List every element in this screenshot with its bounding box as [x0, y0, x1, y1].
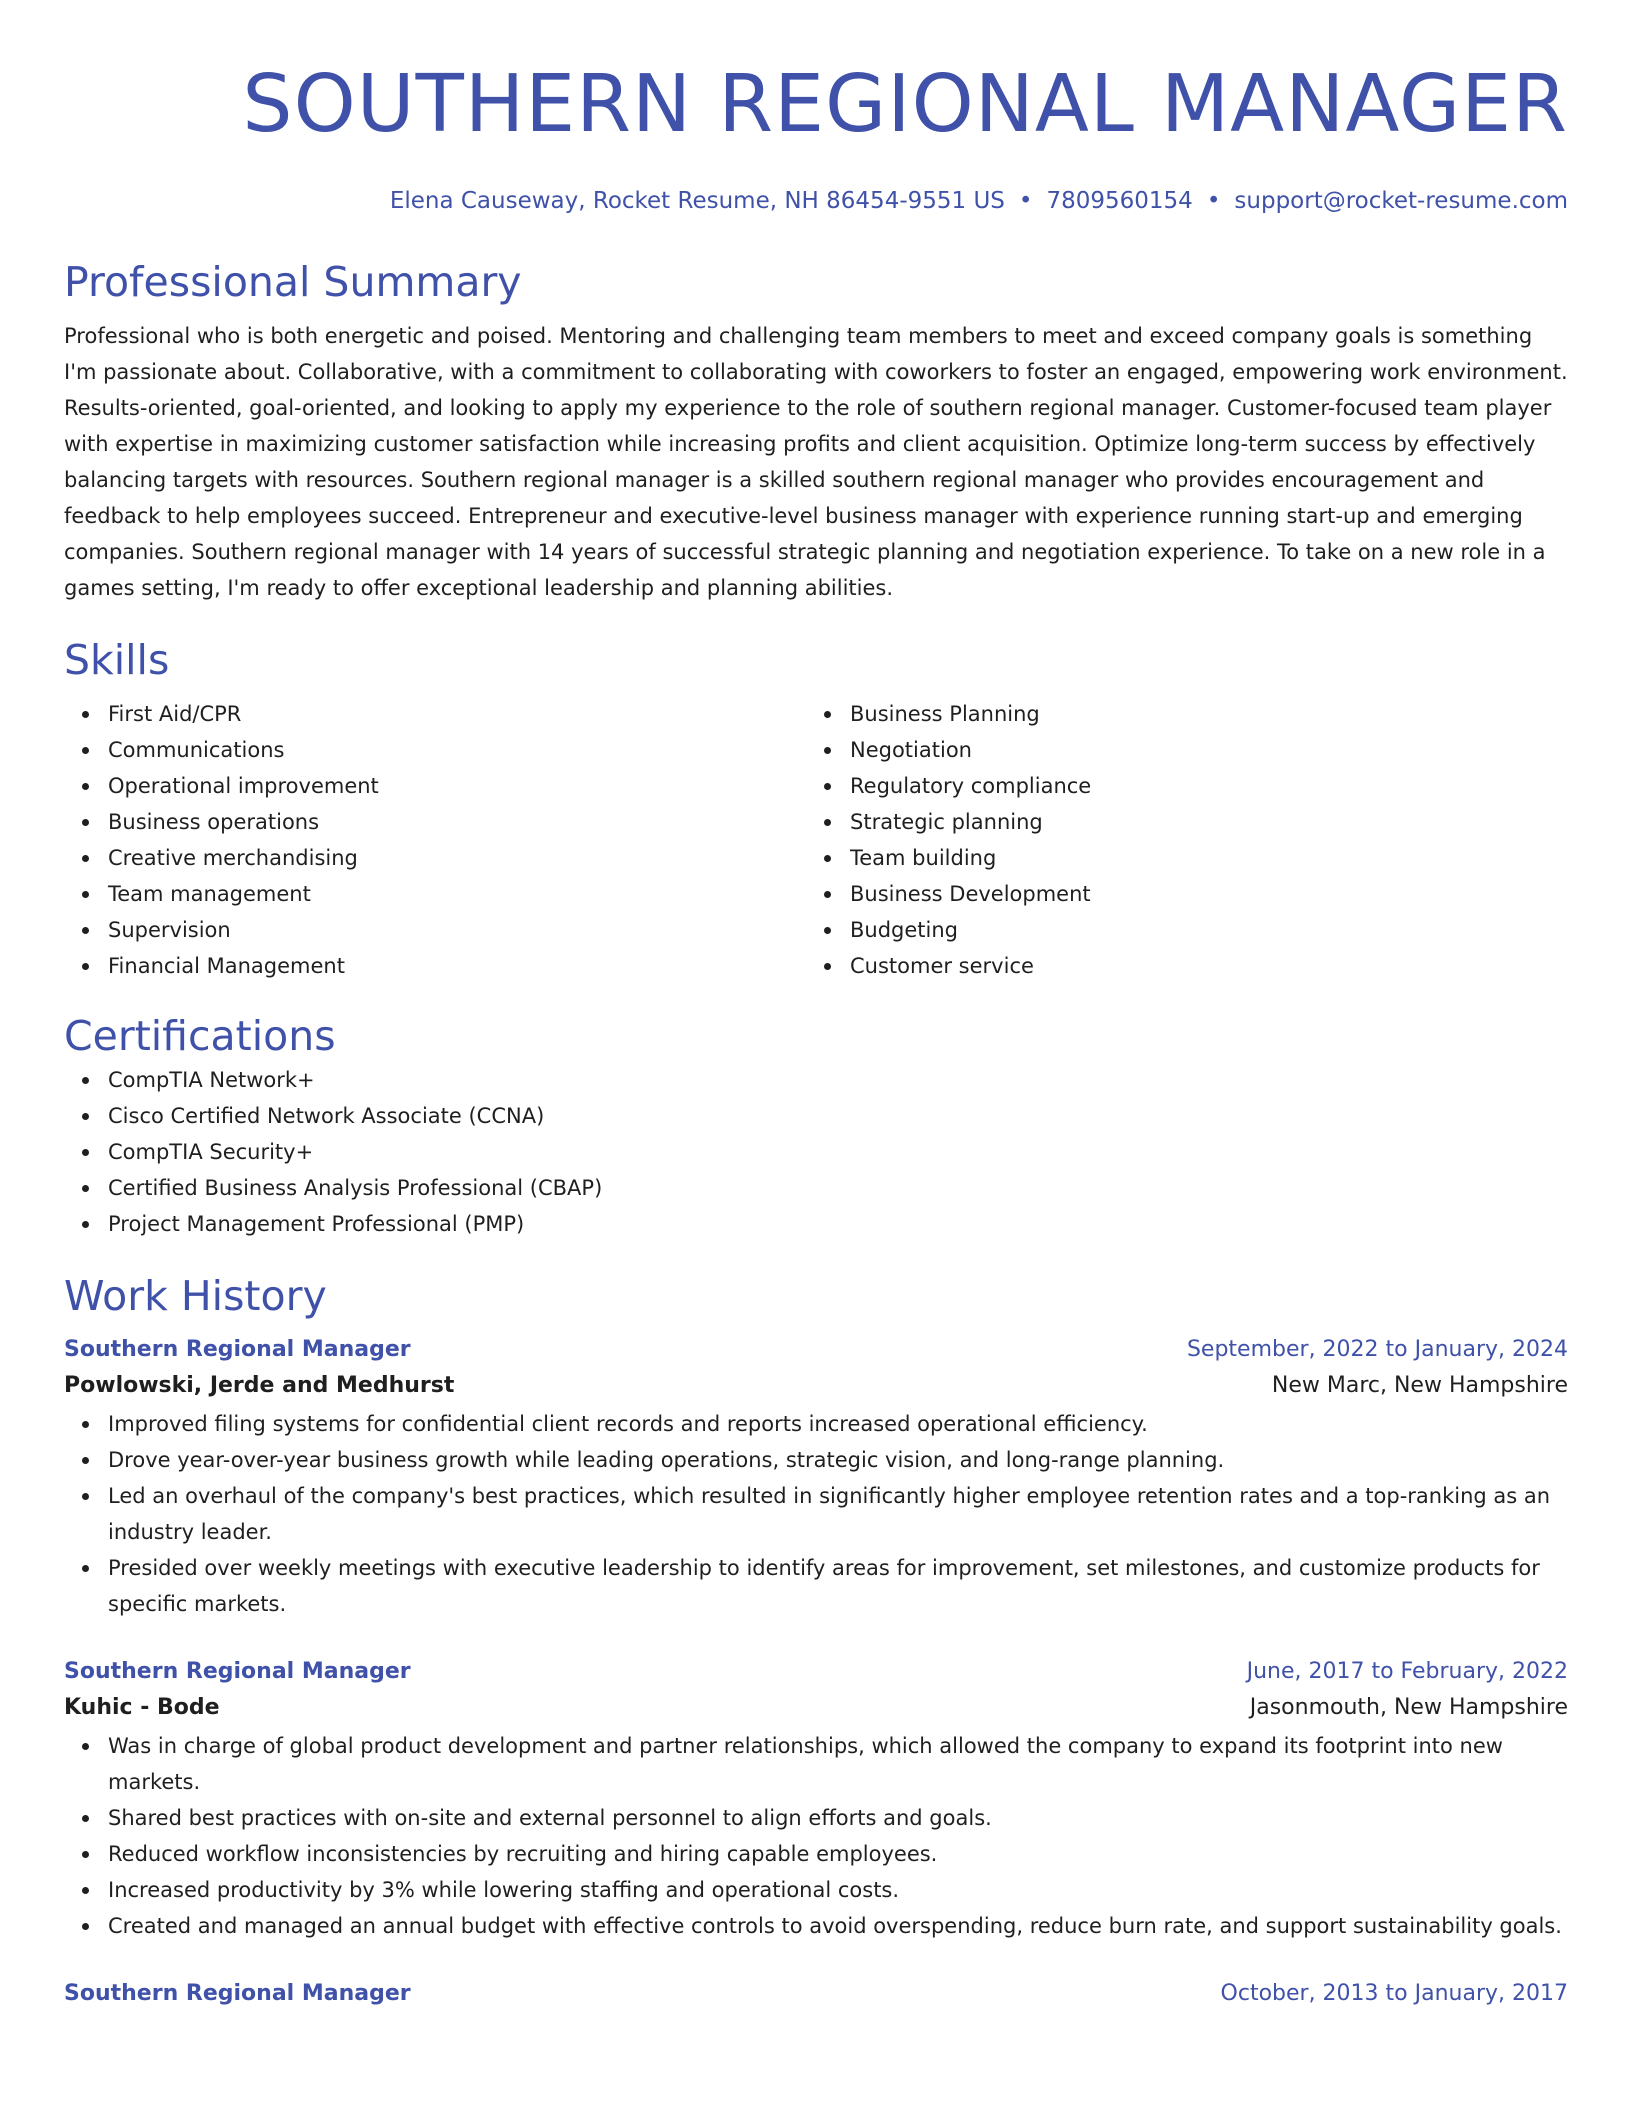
skill-item: Negotiation	[850, 732, 1548, 768]
skill-item: Financial Management	[108, 948, 806, 984]
resume-title: SOUTHERN REGIONAL MANAGER	[242, 58, 1568, 150]
summary-text: Professional who is both energetic and poised. Mentoring and challenging team members to meet and exceed company goals is something I'm passionate about. Collaborative, with a commitment to collaborating with coworkers to foster an engaged, empowering work environment. Results-oriented, goal-oriented, and looking to apply my experience to the role of southern regional manager. Customer-focused team player with expertise in maximizing customer satisfaction while increasing profits and client acquisition. Optimize long-term success by effectively balancing targets with resources. Southern regional manager is a skilled southern regional manager who provides encouragement and feedback to help employees succeed. Entrepreneur and executive-level business manager with experience running start-up and emerging companies. Southern regional manager with 14 years of successful strategic planning and negotiation experience. To take on a new role in a games setting, I'm ready to offer exceptional leadership and planning abilities.	[64, 324, 1568, 600]
certification-item: Project Management Professional (PMP)	[108, 1206, 1568, 1242]
contact-separator: •	[1018, 188, 1033, 214]
skill-item: Creative merchandising	[108, 840, 806, 876]
job-title: Southern Regional Manager	[64, 1981, 411, 2006]
skill-item: Regulatory compliance	[850, 768, 1548, 804]
job-bullet: Increased productivity by 3% while lowering staffing and operational costs.	[108, 1872, 1568, 1908]
job-bullet: Created and managed an annual budget with effective controls to avoid overspending, reduce burn rate, and support sustainability goals.	[108, 1908, 1568, 1944]
contact-email: support@rocket-resume.com	[1234, 188, 1568, 214]
job-dates: September, 2022 to January, 2024	[1186, 1337, 1568, 1362]
skill-item: Budgeting	[850, 912, 1548, 948]
certification-item: CompTIA Security+	[108, 1134, 1568, 1170]
job-title-row	[64, 1334, 1568, 1366]
job-title-row	[64, 1978, 1568, 2010]
job-company: Kuhic - Bode	[64, 1695, 220, 1720]
job-company-row	[64, 1688, 1568, 1728]
skills-column-left	[64, 696, 806, 984]
job-bullet: Led an overhaul of the company's best practices, which resulted in significantly higher employee retention rates and a top-ranking as an industry leader.	[108, 1478, 1568, 1550]
contact-separator: •	[1206, 188, 1221, 214]
skill-item: Operational improvement	[108, 768, 806, 804]
job-bullets	[64, 1406, 1568, 1622]
certification-item: Certified Business Analysis Professional (CBAP)	[108, 1170, 1568, 1206]
skill-item: Business Planning	[850, 696, 1548, 732]
job-dates: June, 2017 to February, 2022	[1246, 1659, 1568, 1684]
skills-list-right	[806, 696, 1548, 984]
job-location: New Marc, New Hampshire	[1271, 1373, 1568, 1398]
job-bullets	[64, 1728, 1568, 1944]
skill-item: Team management	[108, 876, 806, 912]
skill-item: Team building	[850, 840, 1548, 876]
job-bullet: Drove year-over-year business growth while leading operations, strategic vision, and long-range planning.	[108, 1442, 1568, 1478]
certification-item: CompTIA Network+	[108, 1062, 1568, 1098]
job-bullet: Was in charge of global product development and partner relationships, which allowed the company to expand its footprint into new markets.	[108, 1728, 1568, 1800]
job-bullet: Improved filing systems for confidential client records and reports increased operational efficiency.	[108, 1406, 1568, 1442]
work-history-heading: Work History	[64, 1272, 327, 1320]
certifications-list	[64, 1062, 1568, 1242]
contact-address: Elena Causeway, Rocket Resume, NH 86454-9551 US	[389, 188, 1005, 214]
skills-column-right	[806, 696, 1548, 984]
skills-grid	[64, 696, 1568, 984]
job-dates: October, 2013 to January, 2017	[1220, 1981, 1568, 2006]
job-entry	[64, 1334, 1568, 1622]
job-entry	[64, 1978, 1568, 2010]
job-title: Southern Regional Manager	[64, 1337, 411, 1362]
job-entry	[64, 1656, 1568, 1944]
certifications-heading: Certifications	[64, 1012, 336, 1060]
job-location: Jasonmouth, New Hampshire	[1249, 1695, 1568, 1720]
certification-item: Cisco Certified Network Associate (CCNA)	[108, 1098, 1568, 1134]
skill-item: Communications	[108, 732, 806, 768]
job-bullet: Presided over weekly meetings with executive leadership to identify areas for improvement, set milestones, and customize products for specific markets.	[108, 1550, 1568, 1622]
skills-heading: Skills	[64, 636, 170, 684]
job-bullet: Shared best practices with on-site and external personnel to align efforts and goals.	[108, 1800, 1568, 1836]
skills-list-left	[64, 696, 806, 984]
job-title: Southern Regional Manager	[64, 1659, 411, 1684]
job-company-row	[64, 1366, 1568, 1406]
contact-line	[64, 186, 1568, 216]
skill-item: Business operations	[108, 804, 806, 840]
skill-item: First Aid/CPR	[108, 696, 806, 732]
skill-item: Business Development	[850, 876, 1548, 912]
skill-item: Strategic planning	[850, 804, 1548, 840]
job-title-row	[64, 1656, 1568, 1688]
job-company: Powlowski, Jerde and Medhurst	[64, 1373, 455, 1398]
contact-phone: 7809560154	[1046, 188, 1193, 214]
skill-item: Customer service	[850, 948, 1548, 984]
summary-heading: Professional Summary	[64, 258, 522, 306]
job-bullet: Reduced workflow inconsistencies by recruiting and hiring capable employees.	[108, 1836, 1568, 1872]
skill-item: Supervision	[108, 912, 806, 948]
